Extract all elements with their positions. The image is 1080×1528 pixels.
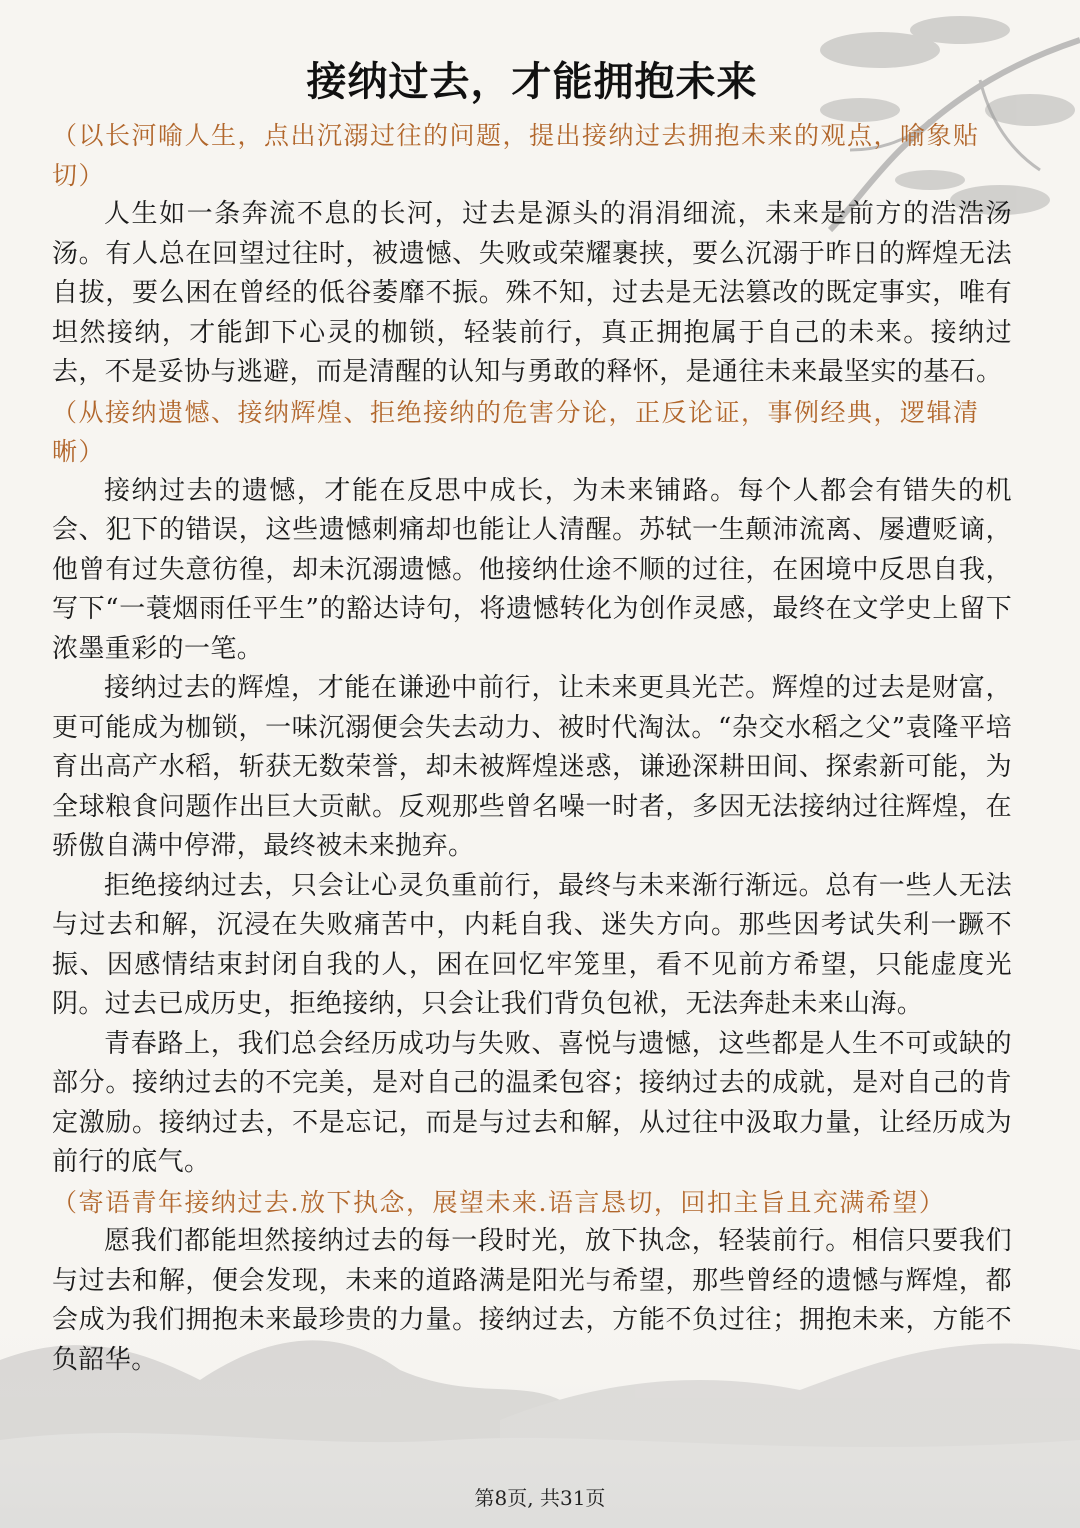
paragraph: 人生如一条奔流不息的长河，过去是源头的涓涓细流，未来是前方的浩浩汤汤。有人总在回望过往时，被遗憾、失败或荣耀裹挟，要么沉溺于昨日的辉煌无法自拔，要么困在曾经的低谷萎靡不振。殊不知，过去是无法篡改的既定事实，唯有坦然接纳，才能卸下心灵的枷锁，轻装前行，真正拥抱属于自己的未来。接纳过去，不是妥协与逃避，而是清醒的认知与勇敢的释怀，是通往未来最坚实的基石。 <box>52 199 1012 387</box>
paragraph: 青春路上，我们总会经历成功与失败、喜悦与遗憾，这些都是人生不可或缺的部分。接纳过去的不完美，是对自己的温柔包容；接纳过去的成就，是对自己的肯定激励。接纳过去，不是忘记，而是与过去和解，从过往中汲取力量，让经历成为前行的底气。 <box>52 1028 1012 1177</box>
page-number-footer: 第8页, 共31页 <box>474 1486 606 1510</box>
paragraph: 接纳过去的遗憾，才能在反思中成长，为未来铺路。每个人都会有错失的机会、犯下的错误，这些遗憾刺痛却也能让人清醒。苏轼一生颠沛流离、屡遭贬谪，他曾有过失意彷徨，却未沉溺遗憾。他接纳仕途不顺的过往，在困境中反思自我，写下“一蓑烟雨任平生”的豁达诗句，将遗憾转化为创作灵感，最终在文学史上留下浓墨重彩的一笔。 <box>52 475 1012 664</box>
paragraph: 拒绝接纳过去，只会让心灵负重前行，最终与未来渐行渐远。总有一些人无法与过去和解，沉浸在失败痛苦中，内耗自我、迷失方向。那些因考试失利一蹶不振、因感情结束封闭自我的人，困在回忆牢笼里，看不见前方希望，只能虚度光阴。过去已成历史，拒绝接纳，只会让我们背负包袱，无法奔赴未来山海。 <box>52 870 1012 1019</box>
annotation-note: （从接纳遗憾、接纳辉煌、拒绝接纳的危害分论，正反论证，事例经典，逻辑清晰） <box>52 397 980 466</box>
paragraph: 接纳过去的辉煌，才能在谦逊中前行，让未来更具光芒。辉煌的过去是财富，更可能成为枷锁，一味沉溺便会失去动力、被时代淘汰。“杂交水稻之父”袁隆平培育出高产水稻，斩获无数荣誉，却未被辉煌迷惑，谦逊深耕田间、探索新可能，为全球粮食问题作出巨大贡献。反观那些曾名噪一时者，多因无法接纳过往辉煌，在骄傲自满中停滞，最终被未来抛弃。 <box>52 673 1012 861</box>
article-content <box>52 0 1012 1380</box>
page-title: 接纳过去，才能拥抱未来 <box>306 59 758 105</box>
paragraph: 愿我们都能坦然接纳过去的每一段时光，放下执念，轻装前行。相信只要我们与过去和解，便会发现，未来的道路满是阳光与希望，那些曾经的遗憾与辉煌，都会成为我们拥抱未来最珍贵的力量。接纳过去，方能不负过往；拥抱未来，方能不负韶华。 <box>52 1226 1012 1375</box>
annotation-note: （以长河喻人生，点出沉溺过往的问题，提出接纳过去拥抱未来的观点，喻象贴切） <box>52 121 980 190</box>
annotation-note: （寄语青年接纳过去.放下执念，展望未来.语言恳切，回扣主旨且充满希望） <box>52 1187 946 1217</box>
